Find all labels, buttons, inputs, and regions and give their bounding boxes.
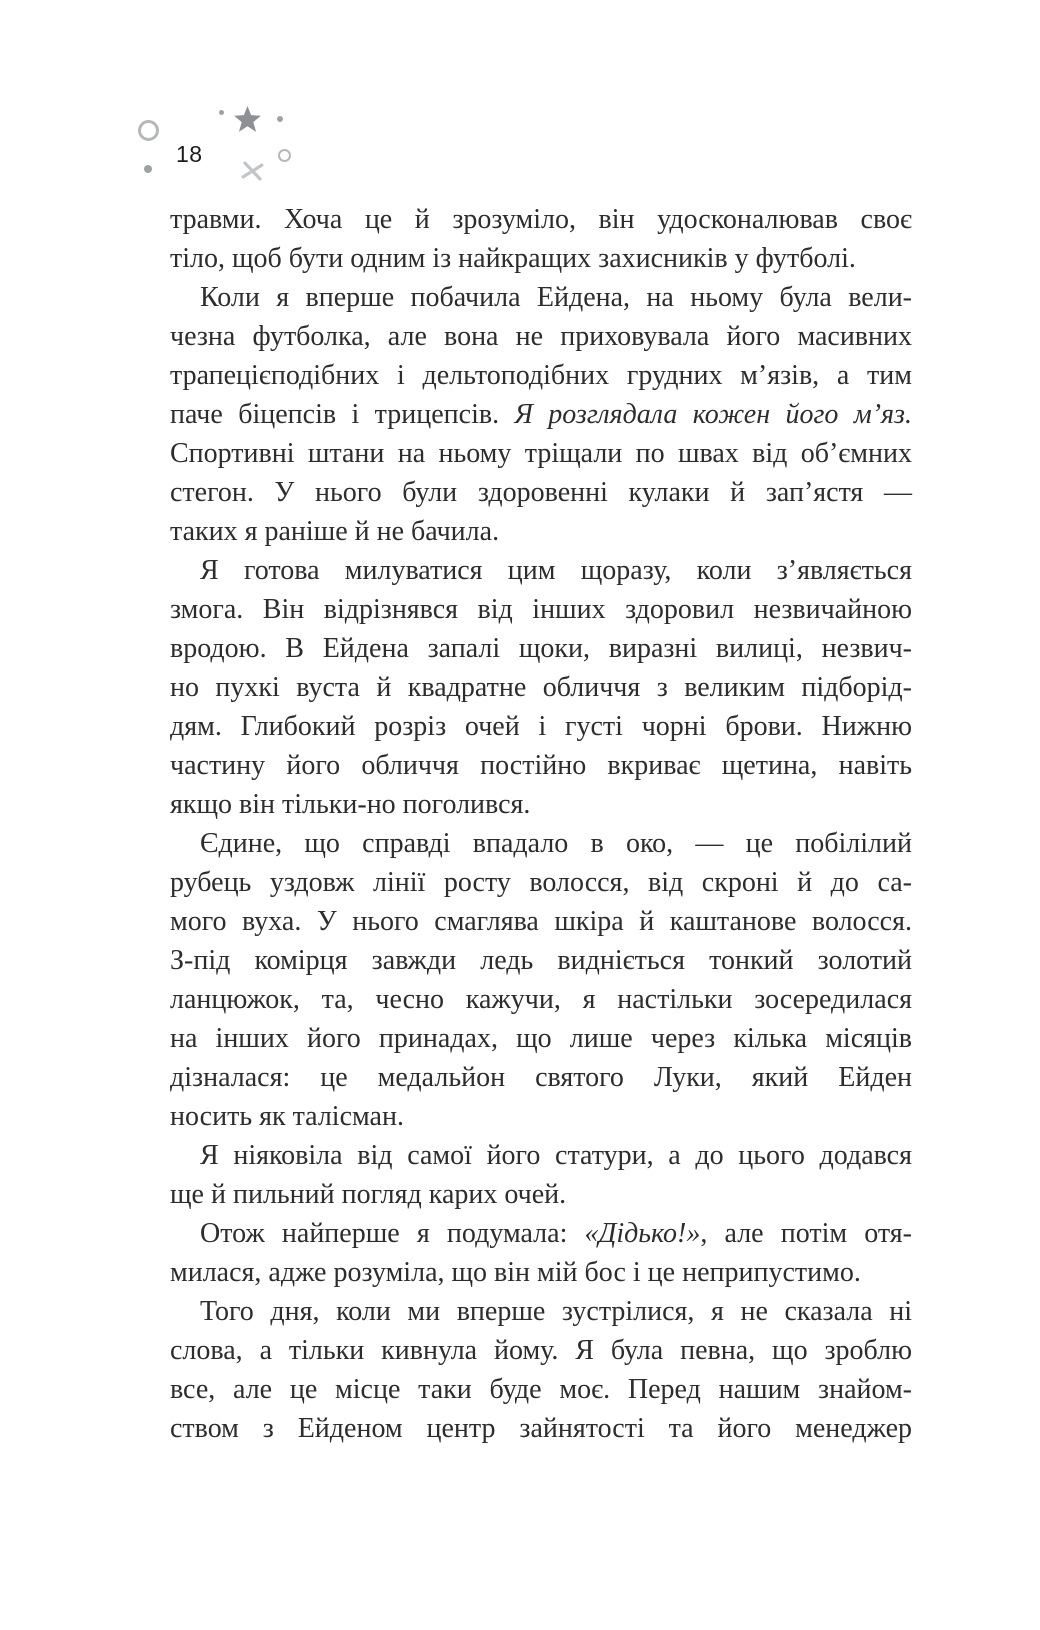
- text-line: дям. Глибокий розріз очей і густі чорні брови. Нижню: [170, 711, 912, 742]
- text-line: носить як талісман.: [170, 1101, 404, 1132]
- text-line: вродою. В Ейдена запалі щоки, виразні вилиці, незвич-: [170, 633, 912, 664]
- text-line: Того дня, коли ми вперше зустрілися, я не сказала ні: [200, 1296, 912, 1327]
- paragraph: [170, 1292, 912, 1448]
- dot-icon: [144, 165, 152, 173]
- text-line: Я готова милуватися цим щоразу, коли з’являється: [200, 555, 912, 586]
- text-line: слова, а тільки кивнула йому. Я була певна, що зроблю: [170, 1335, 912, 1366]
- dot-icon: [219, 110, 224, 115]
- text-line: ще й пильний погляд карих очей.: [170, 1179, 567, 1210]
- text-line: паче біцепсів і трицепсів. Я розглядала кожен його м’яз.: [170, 399, 912, 430]
- dot-icon: [277, 116, 283, 122]
- text-line: Коли я вперше побачила Ейдена, на ньому була вели-: [200, 282, 912, 313]
- text-line: мого вуха. У нього смаглява шкіра й каштанове волосся.: [170, 906, 912, 937]
- paragraph: [170, 551, 912, 824]
- text-block: [170, 200, 912, 1448]
- text-line: змога. Він відрізнявся від інших здоровил незвичайною: [170, 594, 912, 625]
- paragraph: [170, 1214, 912, 1292]
- text-line: чезна футболка, але вона не приховувала його масивних: [170, 321, 912, 352]
- text-line: милася, адже розуміла, що він мій бос і це неприпустимо.: [170, 1257, 861, 1288]
- text-line: Єдине, що справді впадало в око, — це побілілий: [200, 828, 912, 859]
- text-line: все, але це місце таки буде моє. Перед нашим знайом-: [170, 1374, 912, 1405]
- text-line: якщо він тільки-но поголився.: [170, 789, 531, 820]
- paragraph: [170, 200, 912, 278]
- text-line: дізналася: це медальйон святого Луки, який Ейден: [170, 1062, 912, 1093]
- text-line: травми. Хоча це й зрозуміло, він удосконалював своє: [170, 204, 912, 235]
- text-line: З-під комірця завжди ледь видніється тонкий золотий: [170, 945, 912, 976]
- text-line: но пухкі вуста й квадратне обличчя з великим підборід-: [170, 672, 912, 703]
- ring-icon: [278, 149, 291, 162]
- paragraph: [170, 1136, 912, 1214]
- text-line: частину його обличчя постійно вкриває щетина, навіть: [170, 750, 912, 781]
- text-line: трапецієподібних і дельтоподібних грудних м’язів, а тим: [170, 360, 912, 391]
- text-line: ством з Ейденом центр зайнятості та його менеджер: [170, 1413, 912, 1444]
- text-line: Я ніяковіла від самої його статури, а до цього додався: [200, 1140, 912, 1171]
- text-line: ланцюжок, та, чесно кажучи, я настільки зосередилася: [170, 984, 912, 1015]
- text-line: стегон. У нього були здоровенні кулаки й зап’ястя —: [170, 477, 912, 508]
- text-line: рубець уздовж лінії росту волосся, від скроні й до са-: [170, 867, 912, 898]
- text-line: Спортивні штани на ньому тріщали по швах від об’ємних: [170, 438, 912, 469]
- text-line: тіло, щоб бути одним із найкращих захисників у футболі.: [170, 243, 856, 274]
- paragraph: [170, 824, 912, 1136]
- text-line: на інших його принадах, що лише через кілька місяців: [170, 1023, 912, 1054]
- x-mark-icon: [239, 158, 267, 185]
- star-icon: [233, 105, 262, 134]
- ring-icon: [138, 120, 159, 141]
- text-line: Отож найперше я подумала: «Дідько!», але потім отя-: [200, 1218, 912, 1249]
- text-line: таких я раніше й не бачила.: [170, 516, 500, 547]
- page-number: 18: [176, 141, 203, 167]
- paragraph: [170, 278, 912, 551]
